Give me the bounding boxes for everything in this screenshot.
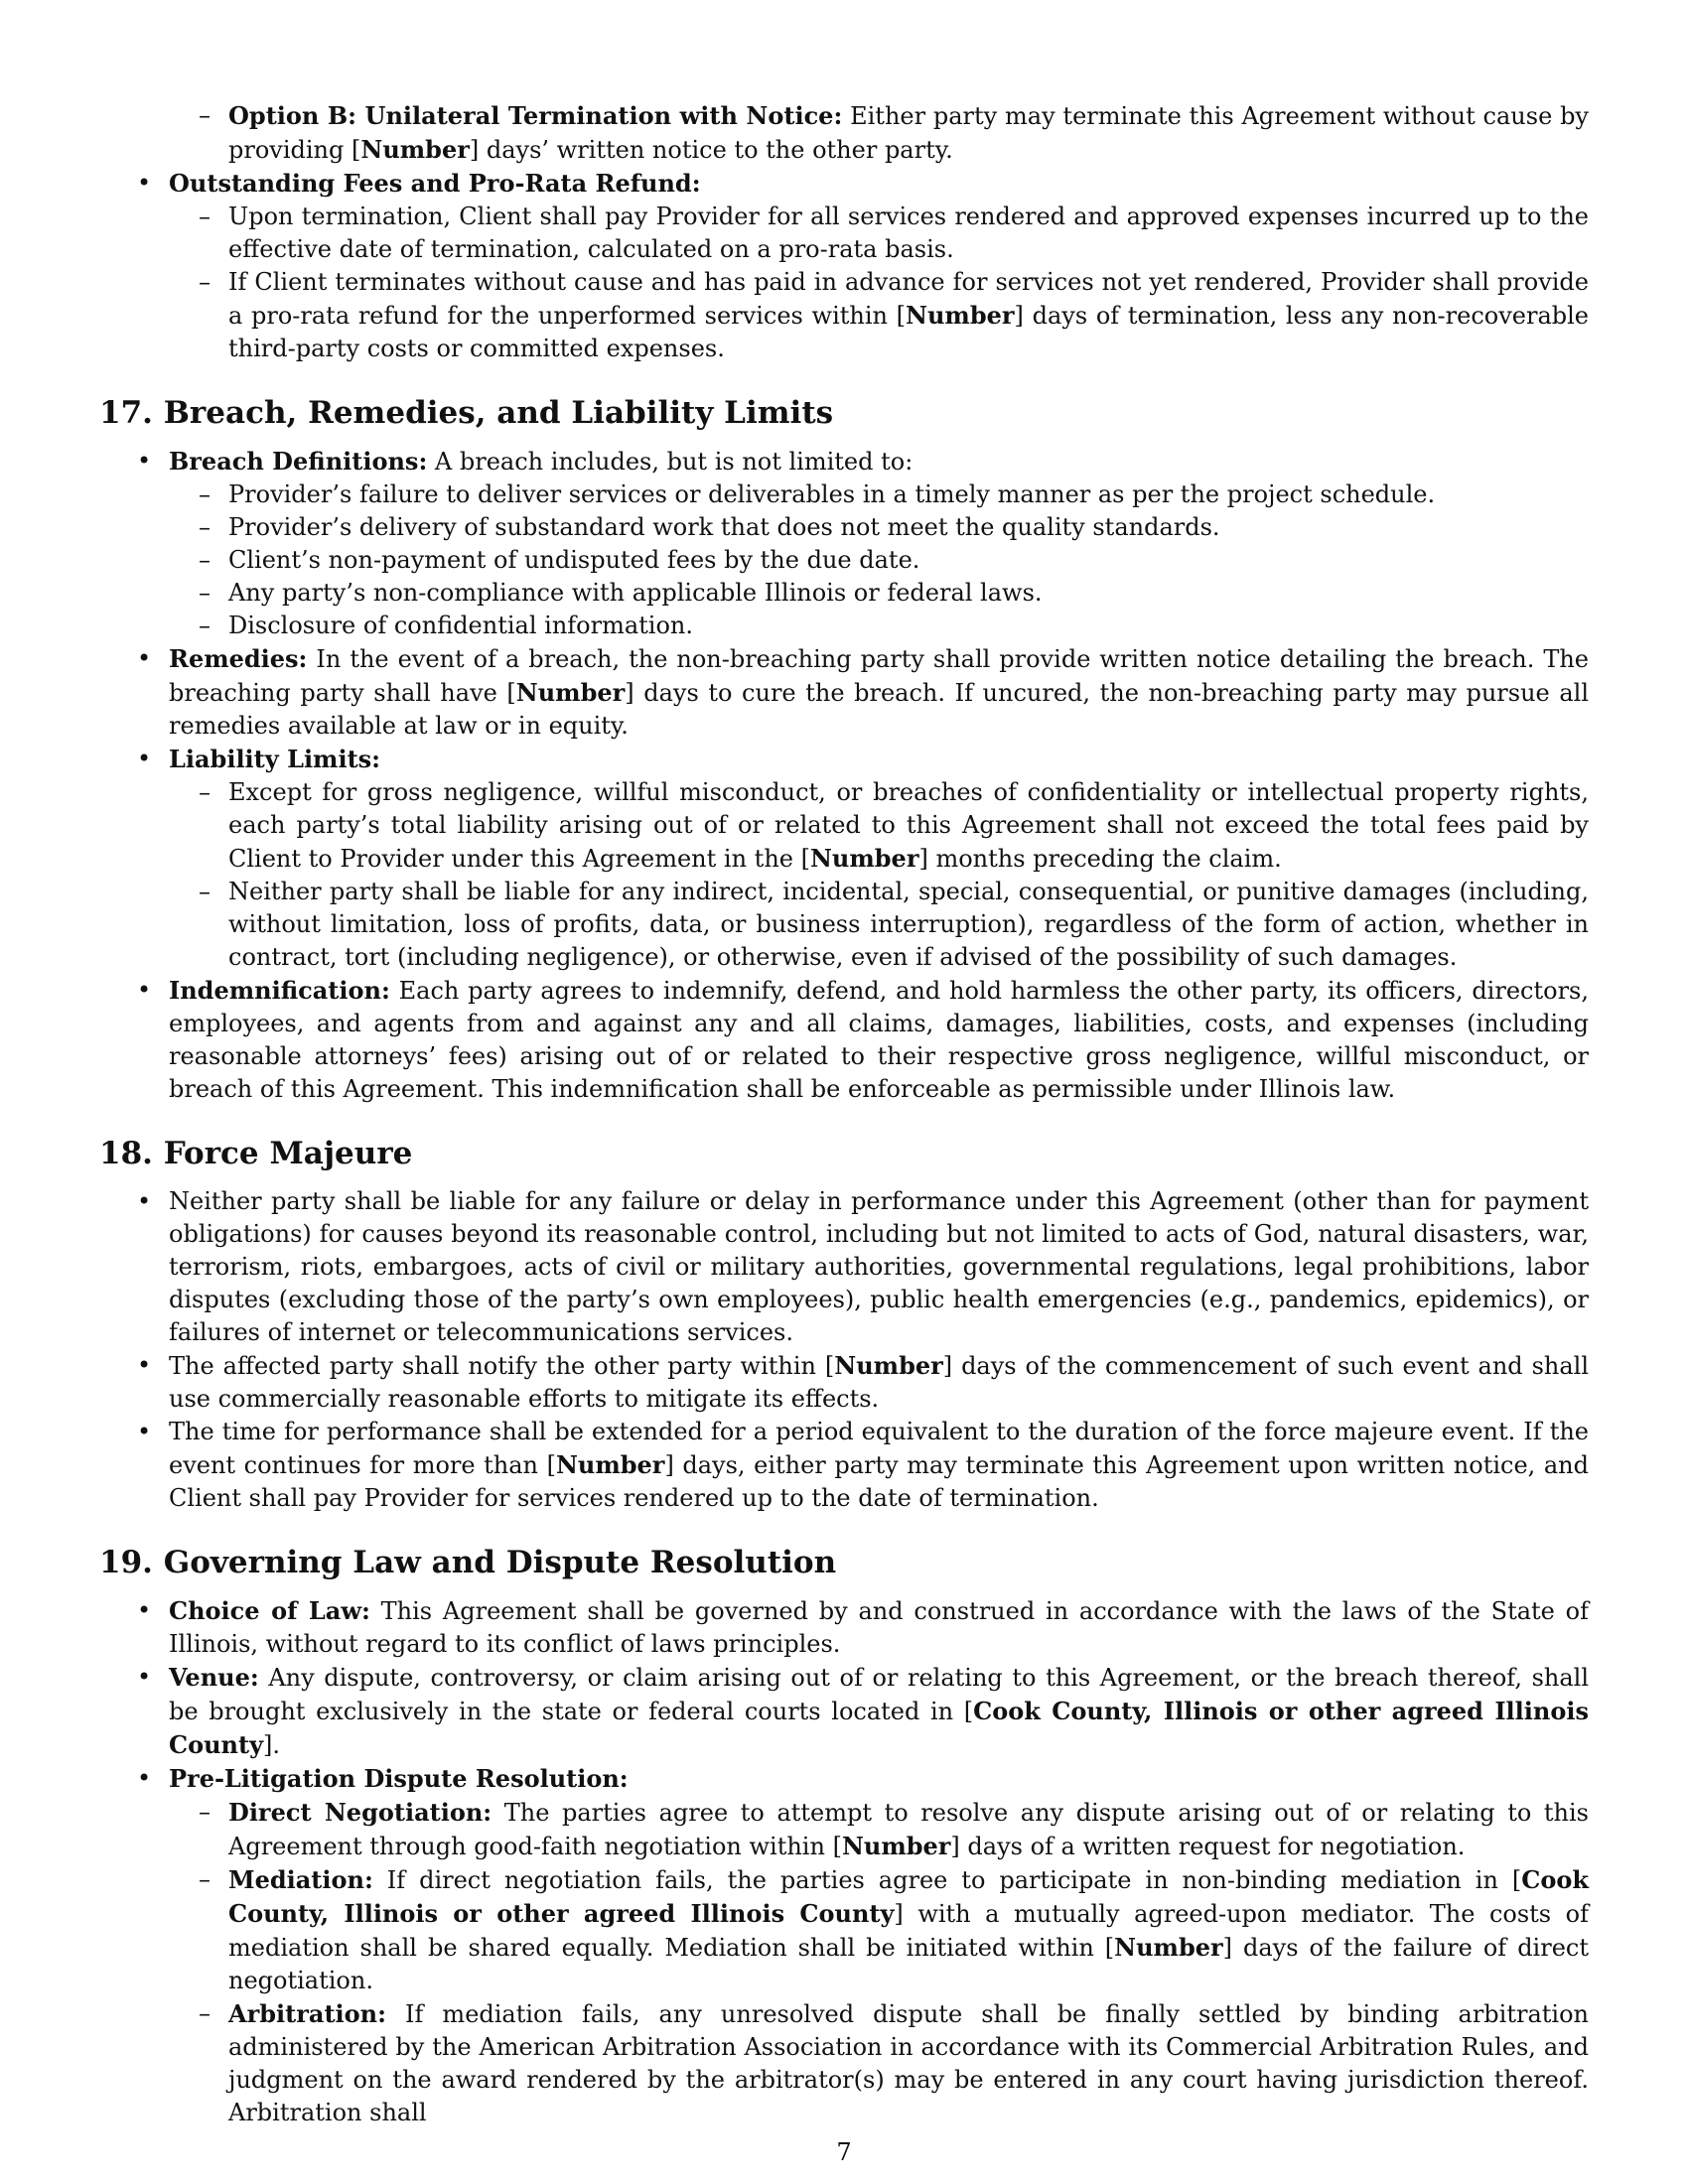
force-majeure-item: • The time for performance shall be extended for a period equivalent to the duration of the force majeure event. If the event continues for more than [Number] days, either party may terminate this Agreement upon written notice, and Client shall pay Provider for services rendered up to the date of termination.: [99, 1416, 1589, 1515]
force-majeure-item: • Neither party shall be liable for any failure or delay in performance under this Agreement (other than for payment obligations) for causes beyond its reasonable control, including but not limited to acts of God, natural disasters, war, terrorism, riots, embargoes, acts of civil or military authorities, governmental regulations, legal prohibitions, labor disputes (excluding those of the party’s own employees), public health emergencies (e.g., pandemics, epidemics), or failures of internet or telecommunications services.: [99, 1185, 1589, 1349]
section-19-list: [99, 1594, 1589, 2129]
section-19-heading: 19. Governing Law and Dispute Resolution: [99, 1545, 837, 1580]
mediation-subitem: – Mediation: If direct negotiation fails, the parties agree to participate in non-binding mediation in [Cook County, Illinois or other agreed Illinois County] with a mutually agreed-upon mediator. The costs of mediation shall be shared equally. Mediation shall be initiated within [Number] days of the failure of direct negotiation.: [158, 1863, 1589, 1997]
force-majeure-item: • The affected party shall notify the other party within [Number] days of the commencement of such event and shall use commercially reasonable efforts to mitigate its effects.: [99, 1349, 1589, 1416]
arbitration-subitem: – Arbitration: If mediation fails, any unresolved dispute shall be finally settled by binding arbitration administered by the American Arbitration Association in accordance with its Commercial Arbitration Rules, and judgment on the award rendered by the arbitrator(s) may be entered in any court having jurisdiction thereof. Arbitration shall: [158, 1997, 1589, 2129]
breach-subitem: – Client’s non-payment of undisputed fees by the due date.: [158, 544, 1589, 577]
outstanding-fees-subitem: – If Client terminates without cause and has paid in advance for services not yet rendered, Provider shall provide a pro-rata refund for the unperformed services within [Number] days of termination, less any non-recoverable third-party costs or committed expenses.: [158, 266, 1589, 365]
choice-of-law-item: • Choice of Law: This Agreement shall be governed by and construed in accordance with the laws of the State of Illinois, without regard to its conflict of laws principles.: [99, 1594, 1589, 1661]
termination-list: [99, 167, 1589, 365]
outstanding-fees-item: • Outstanding Fees and Pro-Rata Refund: – Upon termination, Client shall pay Provider for all services rendered and approved expenses incurred up to the effective date of termination, calculated on a pro-rata basis. – If Client terminates without cause and has paid in advance for services not yet rendered, Provider shall provide a pro-rata refund for the unperformed services within [Number] days of termination, less any non-recoverable third-party costs or committed expenses.: [99, 167, 1589, 365]
venue-item: • Venue: Any dispute, controversy, or claim arising out of or relating to this Agreement, or the breach thereof, shall be brought exclusively in the state or federal courts located in [Cook County, Illinois or other agreed Illinois County].: [99, 1661, 1589, 1762]
option-b-item: – Option B: Unilateral Termination with Notice: Either party may terminate this Agreement without cause by providing [Number] days’ written notice to the other party.: [158, 99, 1589, 167]
liability-limits-item: • Liability Limits: – Except for gross negligence, willful misconduct, or breaches of confidentiality or intellectual property rights, each party’s total liability arising out of or related to this Agreement shall not exceed the total fees paid by Client to Provider under this Agreement in the [Number] months preceding the claim. – Neither party shall be liable for any indirect, incidental, special, consequential, or punitive damages (including, without limitation, loss of profits, data, or business interruption), regardless of the form of action, whether in contract, tort (including negligence), or otherwise, even if advised of the possibility of such damages.: [99, 743, 1589, 974]
breach-definitions-item: • Breach Definitions: A breach includes, but is not limited to: – Provider’s failure to deliver services or deliverables in a timely manner as per the project schedule. – Provider’s delivery of substandard work that does not meet the quality standards. – Client’s non-payment of undisputed fees by the due date. – Any party’s non-compliance with applicable Illinois or federal laws. – Disclosure of confidential information.: [99, 445, 1589, 642]
section-18-list: [99, 1185, 1589, 1515]
outstanding-fees-subitem: – Upon termination, Client shall pay Provider for all services rendered and approved expenses incurred up to the effective date of termination, calculated on a pro-rata basis.: [158, 201, 1589, 266]
page-number: 7: [836, 2138, 852, 2166]
breach-subitem: – Provider’s failure to deliver services or deliverables in a timely manner as per the project schedule.: [158, 478, 1589, 511]
section-18-heading: 18. Force Majeure: [99, 1136, 413, 1171]
liability-subitem: – Except for gross negligence, willful misconduct, or breaches of confidentiality or intellectual property rights, each party’s total liability arising out of or related to this Agreement shall not exceed the total fees paid by Client to Provider under this Agreement in the [Number] months preceding the claim.: [158, 776, 1589, 876]
section-17-list: [99, 445, 1589, 1106]
direct-negotiation-subitem: – Direct Negotiation: The parties agree to attempt to resolve any dispute arising out of or relating to this Agreement through good-faith negotiation within [Number] days of a written request for negotiation.: [158, 1796, 1589, 1863]
option-b-label: Option B: Unilateral Termination with Notice:: [228, 101, 843, 130]
pre-litigation-item: • Pre-Litigation Dispute Resolution: – Direct Negotiation: The parties agree to attempt to resolve any dispute arising out of or relating to this Agreement through good-faith negotiation within [Number] days of a written request for negotiation. – Mediation: If direct negotiation fails, the parties agree to participate in non-binding mediation in [Cook County, Illinois or other agreed Illinois County] with a mutually agreed-upon mediator. The costs of mediation shall be shared equally. Mediation shall be initiated within [Number] days of the failure of direct negotiation. – Arbitration: If mediation fails, any unresolved dispute shall be finally settled by binding arbitration administered by the American Arbitration Association in accordance with its Commercial Arbitration Rules, and judgment on the award rendered by the arbitrator(s) may be entered in any court having jurisdiction thereof. Arbitration shall: [99, 1762, 1589, 2129]
section-17-heading: 17. Breach, Remedies, and Liability Limits: [99, 395, 834, 431]
indemnification-item: • Indemnification: Each party agrees to indemnify, defend, and hold harmless the other party, its officers, directors, employees, and agents from and against any and all claims, damages, liabilities, costs, and expenses (including reasonable attorneys’ fees) arising out of or related to their respective gross negligence, willful misconduct, or breach of this Agreement. This indemnification shall be enforceable as permissible under Illinois law.: [99, 974, 1589, 1106]
remedies-item: • Remedies: In the event of a breach, the non-breaching party shall provide written notice detailing the breach. The breaching party shall have [Number] days to cure the breach. If uncured, the non-breaching party may pursue all remedies available at law or in equity.: [99, 642, 1589, 743]
termination-options-list: [159, 99, 1589, 167]
breach-subitem: – Provider’s delivery of substandard work that does not meet the quality standards.: [158, 511, 1589, 544]
breach-subitem: – Disclosure of confidential information.: [158, 610, 1589, 642]
liability-subitem: – Neither party shall be liable for any indirect, incidental, special, consequential, or punitive damages (including, without limitation, loss of profits, data, or business interruption), regardless of the form of action, whether in contract, tort (including negligence), or otherwise, even if advised of the possibility of such damages.: [158, 876, 1589, 974]
document-page: [99, 99, 1590, 2126]
breach-subitem: – Any party’s non-compliance with applicable Illinois or federal laws.: [158, 577, 1589, 610]
